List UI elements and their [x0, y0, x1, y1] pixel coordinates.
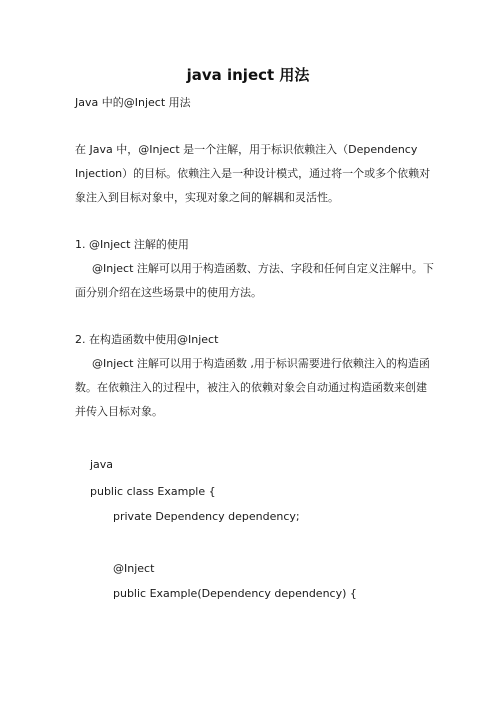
section2-line-3: 并传入目标对象。 — [75, 405, 163, 418]
code-line-3: private Dependency dependency; — [113, 510, 300, 523]
code-line-1: java — [90, 458, 114, 471]
code-line-2: public class Example { — [90, 485, 216, 498]
section1-line-2: 面分别介绍在这些场景中的使用方法。 — [75, 286, 262, 299]
intro-line-1: 在 Java 中，@Inject 是一个注解，用于标识依赖注入（Dependency — [75, 143, 418, 156]
intro-line-2: Injection）的目标。依赖注入是一种设计模式，通过将一个或多个依赖对 — [75, 167, 431, 180]
section1-heading: 1. @Inject 注解的使用 — [75, 238, 189, 251]
section1-line-1: @Inject 注解可以用于构造函数、方法、字段和任何自定义注解中。下 — [92, 262, 434, 275]
code-line-5: public Example(Dependency dependency) { — [113, 587, 357, 600]
document-title: java inject 用法 — [186, 66, 310, 84]
section2-line-1: @Inject 注解可以用于构造函数 ,用于标识需要进行依赖注入的构造函 — [92, 357, 430, 370]
intro-line-3: 象注入到目标对象中，实现对象之间的解耦和灵活性。 — [75, 191, 339, 204]
subtitle: Java 中的@Inject 用法 — [75, 96, 191, 109]
code-line-4: @Inject — [113, 562, 155, 575]
section2-heading: 2. 在构造函数中使用@Inject — [75, 333, 219, 346]
section2-line-2: 数。在依赖注入的过程中，被注入的依赖对象会自动通过构造函数来创建 — [75, 381, 427, 394]
